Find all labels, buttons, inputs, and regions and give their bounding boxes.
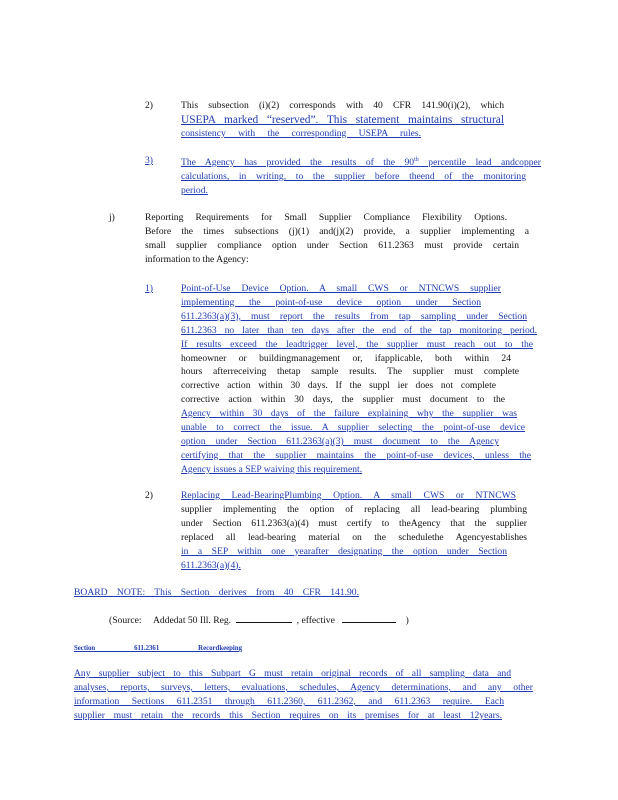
text-line: corrective action within 30 days. If the suppl ier does not complete: [181, 380, 496, 392]
text-line: USEPA marked “reserved”. This statement maintains structural: [181, 113, 504, 126]
text-line: Any supplier subject to this Subpart G must retain original records of all sampling data and: [74, 668, 511, 679]
item-text: [181, 154, 541, 198]
text-line: supplier must retain the records this Section requires on its premises for at least 12years.: [74, 709, 502, 721]
text-line: information to the Agency:: [145, 253, 249, 265]
text-line: hours afterreceiving thetap sample results. The supplier must complete: [181, 366, 519, 378]
item-text: [181, 489, 527, 572]
text-line: 611.2363(a)(4).: [181, 559, 241, 571]
item-number: 3): [145, 155, 153, 166]
text-line: calculations, in writing, to the supplier before theend of the monitoring: [181, 171, 526, 183]
source-effective: , effective: [296, 615, 335, 626]
section-heading: Section 611.2361 Recordkeeping: [74, 645, 242, 652]
text-line: period.: [181, 185, 208, 196]
source-line: [109, 614, 469, 628]
text-line: consistency with the corresponding USEPA rules.: [181, 127, 421, 139]
text-line: unable to correct the issue. A supplier selecting the point-of-use device: [181, 422, 525, 434]
text-line: under Section 611.2363(a)(4) must certify to theAgency that the supplier: [181, 517, 527, 529]
text-line: small supplier compliance option under Section 611.2363 must provide certain: [145, 239, 519, 251]
text-line: This subsection (i)(2) corresponds with 40 CFR 141.90(i)(2), which: [181, 100, 504, 111]
text-line: Reporting Requirements for Small Supplier Compliance Flexibility Options.: [145, 212, 507, 223]
text-line: Agency within 30 days of the failure explaining why the supplier was: [181, 408, 517, 420]
text-line: in a SEP within one yearafter designating the option under Section: [181, 545, 507, 557]
source-close: ): [405, 615, 409, 626]
text-line: If results exceed the leadtrigger level, the supplier must reach out to the: [181, 338, 533, 350]
text-line: 611.2363(a)(3), must report the results from tap sampling under Section: [181, 310, 527, 322]
source-added: Addedat 50 Ill. Reg.: [152, 615, 232, 626]
register-page-blank: [236, 622, 292, 623]
text-line: 611.2363 no later than ten days after the end of the tap monitoring period.: [181, 324, 537, 336]
text-line: Agency issues a SEP waiving this requirement.: [181, 463, 363, 475]
text-line: The Agency has provided the results of the 90th percentile lead andcopper: [181, 157, 541, 169]
item-number: 2): [145, 490, 153, 501]
text-line: supplier implementing the option of replacing all lead-bearing plumbing: [181, 503, 527, 515]
text-line: Point-of-Use Device Option. A small CWS or NTNCWS supplier: [181, 283, 501, 294]
text-line: Replacing Lead-BearingPlumbing Option. A small CWS or NTNCWS: [181, 490, 516, 501]
recordkeeping-paragraph: [74, 667, 533, 723]
text-line: analyses, reports, surveys, letters, evaluations, schedules, Agency determinations, and any other: [74, 681, 533, 693]
source-prefix: (Source:: [109, 615, 142, 626]
text-line: information Sections 611.2351 through 611.2360, 611.2362, and 611.2363 require. Each: [74, 695, 504, 707]
text-line: Before the times subsections (j)(1) and(j)(2) provide, a supplier implementing a: [145, 225, 529, 237]
effective-date-blank: [342, 622, 396, 623]
item-text: [181, 282, 537, 477]
board-note: BOARD NOTE: This Section derives from 40 CFR 141.90.: [74, 587, 359, 598]
item-text: [145, 211, 529, 267]
text-line: homeowner or buildingmanagement or, ifapplicable, both within 24: [181, 352, 511, 364]
text-line: implementing the point-of-use device option under Section: [181, 296, 481, 308]
item-number: j): [109, 212, 115, 223]
item-number: 1): [145, 283, 153, 294]
item-text: [181, 99, 504, 141]
item-number: 2): [145, 100, 153, 111]
text-line: replaced all lead-bearing material on the schedulethe Agencyestablishes: [181, 531, 527, 543]
text-line: certifying that the supplier maintains the point-of-use devices, unless the: [181, 449, 531, 461]
text-line: option under Section 611.2363(a)(3) must document to the Agency: [181, 435, 499, 447]
text-line: corrective action within 30 days, the supplier must document to the: [181, 394, 505, 406]
